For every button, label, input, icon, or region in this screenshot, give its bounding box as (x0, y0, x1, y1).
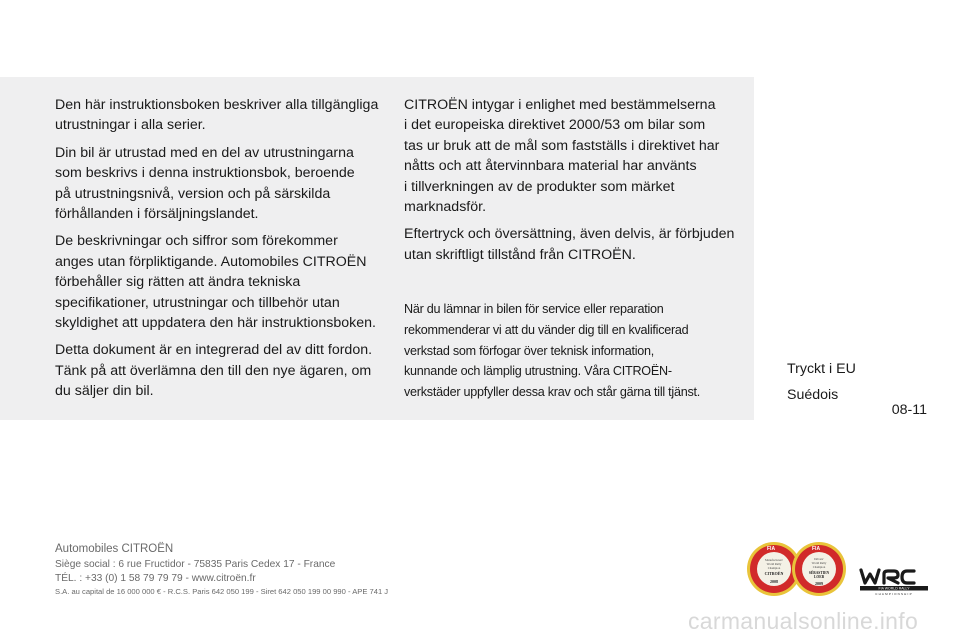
company-phone: TÉL. : +33 (0) 1 58 79 79 79 - www.citroën.fr (55, 573, 256, 584)
svg-text:World Rally: World Rally (766, 562, 782, 566)
svg-text:Champion: Champion (812, 565, 826, 569)
seal-drivers (792, 542, 846, 596)
paragraph-equipment: Din bil är utrustad med en del av utrustningarna som beskrivs i denna instruktionsbok, beroende på utrustningsnivå, version och på särskilda förhållanden i försäljningslandet. (55, 144, 355, 223)
svg-text:FIA: FIA (767, 546, 776, 552)
svg-text:FIA: FIA (812, 546, 821, 552)
printed-in: Tryckt i EU (787, 361, 856, 377)
edition-code: 08-11 (891, 402, 927, 418)
company-name: Automobiles CITROËN (55, 543, 174, 555)
wrc-label: FIA WORLD RALLY (878, 586, 910, 591)
paragraph-recycling: CITROËN intygar i enlighet med bestämmelserna i det europeiska direktivet 2000/53 om bilar som tas ur bruk att de mål som fastställs i direktivet har nåtts och att återvinnbara material har använts i tillverkningen av de produkter som märket marknadsför. (404, 97, 720, 216)
svg-text:Manufacturers': Manufacturers' (764, 558, 784, 562)
champion-seals (746, 538, 848, 600)
language-label: Suédois (787, 387, 839, 403)
wrc-sub: CHAMPIONSHIP (875, 592, 913, 596)
svg-text:SÉBASTIEN: SÉBASTIEN (808, 571, 830, 575)
svg-text:CITROËN: CITROËN (764, 571, 784, 576)
svg-text:LOEB: LOEB (814, 575, 824, 579)
service-note: När du lämnar in bilen för service eller reparation rekommenderar vi att du vänder dig till en kvalificerad verkstad som förfogar över teknisk information, kunnande och lämplig utrustning. Våra CITROËN- verkstäder uppfyller dessa krav och står gärna till tjänst. (404, 302, 701, 400)
company-address: Siège social : 6 rue Fructidor - 75835 Paris Cedex 17 - France (55, 559, 336, 570)
paragraph-copyright: Eftertryck och översättning, även delvis, är förbjuden utan skriftligt tillstånd från CITROËN. (404, 226, 735, 263)
company-legal: S.A. au capital de 16 000 000 € - R.C.S. Paris 642 050 199 - Siret 642 050 199 00 990 - APE 741 J (55, 587, 389, 596)
svg-text:Drivers': Drivers' (814, 557, 824, 561)
svg-text:Champion: Champion (767, 566, 781, 570)
paragraph-specifications: De beskrivningar och siffror som förekommer anges utan förpliktigande. Automobiles CITROËN förbehåller sig rätten att ändra tekniska specifikationer, utrustningar och tillbehör utan skyldighet att uppdatera den här instruktionsboken. (55, 233, 376, 332)
svg-text:2008: 2008 (770, 579, 778, 584)
wrc-logo (858, 566, 930, 596)
wrc-logo-mark (861, 570, 914, 583)
right-column (404, 95, 749, 272)
left-column (55, 95, 395, 409)
svg-text:2009: 2009 (815, 581, 823, 586)
watermark: carmanualsonline.info (688, 608, 919, 634)
print-info (787, 359, 856, 411)
paragraph-scope: Den här instruktionsboken beskriver alla tillgängliga utrustningar i alla serier. (55, 97, 379, 134)
svg-text:World Rally: World Rally (811, 561, 827, 565)
company-footer (55, 543, 388, 598)
paragraph-handover: Detta dokument är en integrerad del av ditt fordon. Tänk på att överlämna den till den nye ägaren, om du säljer din bil. (55, 342, 373, 400)
